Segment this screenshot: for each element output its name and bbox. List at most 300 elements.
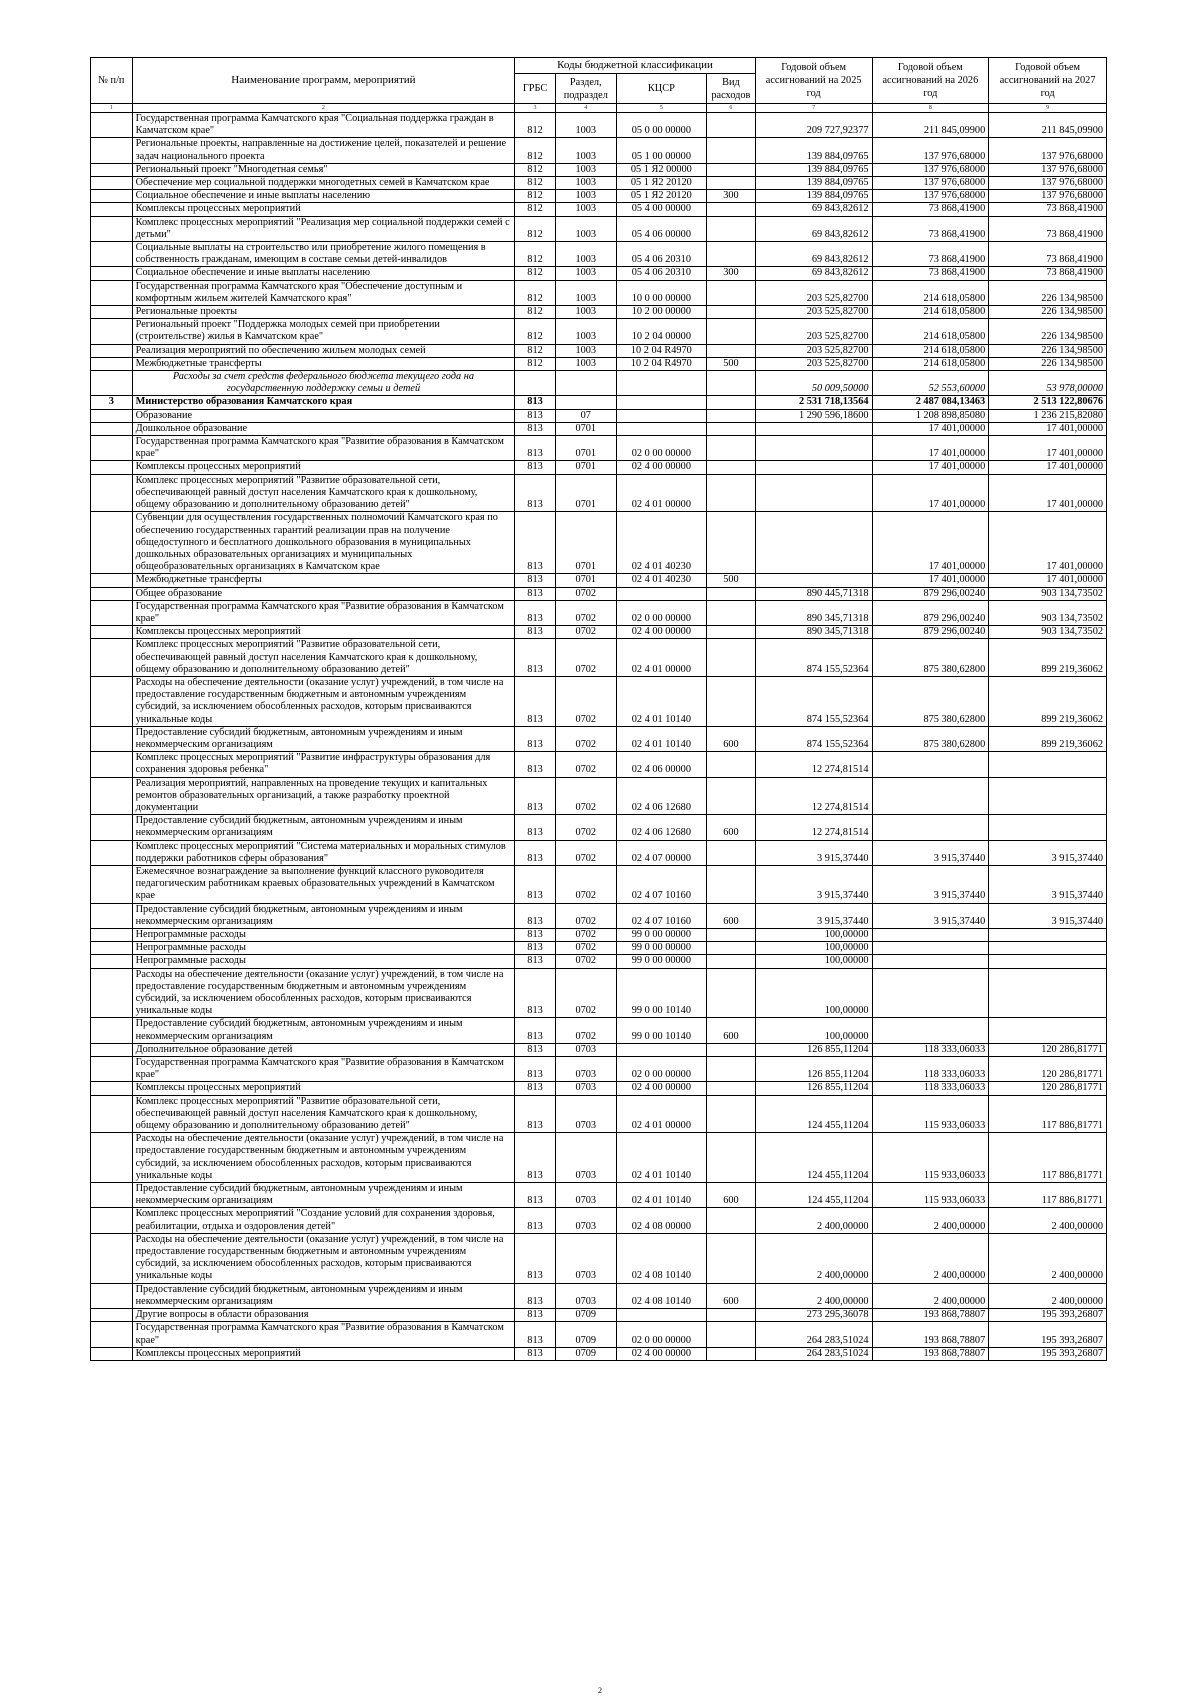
expense-type-code — [707, 929, 756, 942]
grbs-code: 813 — [515, 1233, 556, 1283]
amount-2027: 195 393,26807 — [989, 1347, 1107, 1360]
row-number — [91, 903, 133, 928]
row-number — [91, 1322, 133, 1347]
table-row — [91, 357, 1107, 370]
header-grbs: ГРБС — [515, 74, 556, 104]
amount-2026 — [872, 929, 989, 942]
kcsr-code: 02 0 00 00000 — [616, 436, 706, 461]
section-code: 0702 — [555, 955, 616, 968]
amount-2026: 214 618,05800 — [872, 280, 989, 305]
amount-2025 — [755, 512, 872, 574]
header-year-2027: Годовой объем ассигнований на 2027 год — [989, 58, 1107, 104]
row-number — [91, 1183, 133, 1208]
item-name: Государственная программа Камчатского края "Развитие образования в Камчатском крае" — [132, 436, 515, 461]
amount-2026: 17 401,00000 — [872, 574, 989, 587]
table-row — [91, 1208, 1107, 1233]
expense-type-code: 600 — [707, 726, 756, 751]
amount-2026 — [872, 777, 989, 815]
section-code — [555, 371, 616, 396]
amount-2025: 139 884,09765 — [755, 190, 872, 203]
section-code: 0702 — [555, 600, 616, 625]
amount-2026: 2 487 084,13463 — [872, 396, 989, 409]
row-number — [91, 777, 133, 815]
amount-2025: 100,00000 — [755, 929, 872, 942]
amount-2026: 137 976,68000 — [872, 138, 989, 163]
header-codes-group: Коды бюджетной классификации — [515, 58, 756, 74]
amount-2027 — [989, 752, 1107, 777]
column-number: 4 — [555, 104, 616, 113]
amount-2027: 903 134,73502 — [989, 587, 1107, 600]
column-number: 6 — [707, 104, 756, 113]
table-row — [91, 138, 1107, 163]
amount-2025: 139 884,09765 — [755, 177, 872, 190]
amount-2027: 117 886,81771 — [989, 1095, 1107, 1133]
budget-table — [90, 57, 1107, 1361]
amount-2025: 273 295,36078 — [755, 1309, 872, 1322]
table-row — [91, 676, 1107, 726]
section-code: 1003 — [555, 306, 616, 319]
column-number: 5 — [616, 104, 706, 113]
amount-2025: 69 843,82612 — [755, 203, 872, 216]
row-number — [91, 190, 133, 203]
amount-2027: 3 915,37440 — [989, 865, 1107, 903]
section-code: 0703 — [555, 1043, 616, 1056]
expense-type-code — [707, 1208, 756, 1233]
item-name: Социальное обеспечение и иные выплаты населению — [132, 267, 515, 280]
kcsr-code: 05 4 06 00000 — [616, 216, 706, 241]
expense-type-code — [707, 626, 756, 639]
amount-2026: 17 401,00000 — [872, 474, 989, 512]
table-row — [91, 955, 1107, 968]
amount-2026: 2 400,00000 — [872, 1283, 989, 1308]
row-number — [91, 138, 133, 163]
kcsr-code: 05 4 06 20310 — [616, 242, 706, 267]
item-name: Расходы на обеспечение деятельности (оказание услуг) учреждений, в том числе на предоставление государственным бюджетным и автономным учреждениям субсидий, за исключением обособленных расходов, которым присваиваются уникальные коды — [132, 1133, 515, 1183]
table-row — [91, 474, 1107, 512]
item-name: Дополнительное образование детей — [132, 1043, 515, 1056]
item-name: Ежемесячное вознаграждение за выполнение функций классного руководителя педагогическим работникам краевых образовательных учреждений в Камчатском крае — [132, 865, 515, 903]
section-code: 0709 — [555, 1347, 616, 1360]
section-code: 0703 — [555, 1133, 616, 1183]
grbs-code: 812 — [515, 344, 556, 357]
expense-type-code: 600 — [707, 1183, 756, 1208]
amount-2025: 2 400,00000 — [755, 1233, 872, 1283]
kcsr-code: 99 0 00 00000 — [616, 942, 706, 955]
grbs-code: 813 — [515, 1208, 556, 1233]
kcsr-code: 99 0 00 10140 — [616, 1018, 706, 1043]
expense-type-code: 600 — [707, 815, 756, 840]
amount-2026: 73 868,41900 — [872, 242, 989, 267]
amount-2027: 195 393,26807 — [989, 1309, 1107, 1322]
row-number — [91, 752, 133, 777]
grbs-code — [515, 371, 556, 396]
amount-2027 — [989, 777, 1107, 815]
amount-2027 — [989, 955, 1107, 968]
kcsr-code: 02 4 01 10140 — [616, 1133, 706, 1183]
amount-2025 — [755, 474, 872, 512]
expense-type-code: 600 — [707, 1018, 756, 1043]
table-row — [91, 1233, 1107, 1283]
amount-2025: 874 155,52364 — [755, 726, 872, 751]
expense-type-code — [707, 1309, 756, 1322]
kcsr-code — [616, 396, 706, 409]
amount-2025: 264 283,51024 — [755, 1347, 872, 1360]
amount-2025: 12 274,81514 — [755, 815, 872, 840]
kcsr-code: 02 4 07 10160 — [616, 903, 706, 928]
section-code: 0702 — [555, 840, 616, 865]
grbs-code: 813 — [515, 726, 556, 751]
amount-2027: 17 401,00000 — [989, 422, 1107, 435]
row-number — [91, 1233, 133, 1283]
amount-2025: 203 525,82700 — [755, 357, 872, 370]
item-name: Предоставление субсидий бюджетным, автономным учреждениям и иным некоммерческим организациям — [132, 1018, 515, 1043]
item-name: Государственная программа Камчатского края "Развитие образования в Камчатском крае" — [132, 1057, 515, 1082]
grbs-code: 813 — [515, 512, 556, 574]
table-row — [91, 1043, 1107, 1056]
grbs-code: 813 — [515, 1133, 556, 1183]
row-number — [91, 267, 133, 280]
item-name: Предоставление субсидий бюджетным, автономным учреждениям и иным некоммерческим организациям — [132, 1183, 515, 1208]
kcsr-code: 02 4 00 00000 — [616, 461, 706, 474]
row-number — [91, 1133, 133, 1183]
section-code: 1003 — [555, 177, 616, 190]
grbs-code: 813 — [515, 600, 556, 625]
table-row — [91, 574, 1107, 587]
kcsr-code: 05 0 00 00000 — [616, 113, 706, 138]
amount-2026: 879 296,00240 — [872, 587, 989, 600]
section-code: 0702 — [555, 942, 616, 955]
grbs-code: 813 — [515, 1018, 556, 1043]
table-row — [91, 1183, 1107, 1208]
amount-2026: 2 400,00000 — [872, 1233, 989, 1283]
section-code: 1003 — [555, 138, 616, 163]
row-number — [91, 461, 133, 474]
section-code: 0702 — [555, 587, 616, 600]
kcsr-code: 02 4 01 00000 — [616, 639, 706, 677]
grbs-code: 813 — [515, 587, 556, 600]
amount-2027: 73 868,41900 — [989, 242, 1107, 267]
grbs-code: 813 — [515, 968, 556, 1018]
row-number — [91, 163, 133, 176]
amount-2026: 875 380,62800 — [872, 726, 989, 751]
amount-2026: 193 868,78807 — [872, 1309, 989, 1322]
kcsr-code: 02 0 00 00000 — [616, 1057, 706, 1082]
expense-type-code — [707, 371, 756, 396]
section-code: 0709 — [555, 1322, 616, 1347]
section-code — [555, 396, 616, 409]
amount-2026: 115 933,06033 — [872, 1133, 989, 1183]
kcsr-code: 10 2 04 R4970 — [616, 344, 706, 357]
amount-2025: 890 445,71318 — [755, 587, 872, 600]
table-row — [91, 371, 1107, 396]
grbs-code: 813 — [515, 1347, 556, 1360]
page-number: 2 — [598, 1686, 602, 1695]
amount-2027: 17 401,00000 — [989, 574, 1107, 587]
item-name: Комплекс процессных мероприятий "Развитие образовательной сети, обеспечивающей равный доступ населения Камчатского края к дошкольному, общему образованию и дополнительному образованию детей" — [132, 639, 515, 677]
table-row — [91, 1095, 1107, 1133]
amount-2027: 17 401,00000 — [989, 461, 1107, 474]
expense-type-code — [707, 306, 756, 319]
amount-2027: 117 886,81771 — [989, 1183, 1107, 1208]
grbs-code: 813 — [515, 752, 556, 777]
expense-type-code — [707, 942, 756, 955]
amount-2026: 879 296,00240 — [872, 600, 989, 625]
kcsr-code: 05 1 Я2 20120 — [616, 177, 706, 190]
amount-2027: 73 868,41900 — [989, 267, 1107, 280]
amount-2027: 899 219,36062 — [989, 676, 1107, 726]
section-code: 0702 — [555, 639, 616, 677]
amount-2025: 3 915,37440 — [755, 865, 872, 903]
kcsr-code — [616, 371, 706, 396]
row-number — [91, 968, 133, 1018]
table-row — [91, 1322, 1107, 1347]
table-row — [91, 512, 1107, 574]
amount-2026: 2 400,00000 — [872, 1208, 989, 1233]
expense-type-code — [707, 409, 756, 422]
table-row — [91, 344, 1107, 357]
row-number — [91, 280, 133, 305]
grbs-code: 812 — [515, 216, 556, 241]
section-code: 0701 — [555, 474, 616, 512]
amount-2026: 214 618,05800 — [872, 357, 989, 370]
item-name: Межбюджетные трансферты — [132, 357, 515, 370]
column-number: 3 — [515, 104, 556, 113]
expense-type-code — [707, 344, 756, 357]
amount-2026: 137 976,68000 — [872, 177, 989, 190]
amount-2026 — [872, 752, 989, 777]
row-number — [91, 422, 133, 435]
amount-2027: 226 134,98500 — [989, 319, 1107, 344]
amount-2026: 3 915,37440 — [872, 865, 989, 903]
expense-type-code — [707, 216, 756, 241]
amount-2027: 73 868,41900 — [989, 203, 1107, 216]
table-row — [91, 319, 1107, 344]
item-name: Предоставление субсидий бюджетным, автономным учреждениям и иным некоммерческим организациям — [132, 726, 515, 751]
grbs-code: 813 — [515, 574, 556, 587]
amount-2027: 899 219,36062 — [989, 726, 1107, 751]
item-name: Расходы на обеспечение деятельности (оказание услуг) учреждений, в том числе на предоставление государственным бюджетным и автономным учреждениям субсидий, за исключением обособленных расходов, которым присваиваются уникальные коды — [132, 968, 515, 1018]
table-row — [91, 267, 1107, 280]
section-code: 1003 — [555, 280, 616, 305]
column-number: 7 — [755, 104, 872, 113]
section-code: 0701 — [555, 574, 616, 587]
row-number — [91, 474, 133, 512]
row-number — [91, 1082, 133, 1095]
grbs-code: 812 — [515, 306, 556, 319]
amount-2027 — [989, 815, 1107, 840]
kcsr-code — [616, 422, 706, 435]
section-code: 1003 — [555, 357, 616, 370]
grbs-code: 813 — [515, 929, 556, 942]
grbs-code: 812 — [515, 203, 556, 216]
amount-2027: 2 400,00000 — [989, 1283, 1107, 1308]
row-number — [91, 371, 133, 396]
table-row — [91, 409, 1107, 422]
header-vid: Вид расходов — [707, 74, 756, 104]
grbs-code: 813 — [515, 1322, 556, 1347]
table-row — [91, 242, 1107, 267]
amount-2026 — [872, 942, 989, 955]
amount-2027: 17 401,00000 — [989, 512, 1107, 574]
section-code: 0703 — [555, 1095, 616, 1133]
section-code: 1003 — [555, 163, 616, 176]
column-number: 8 — [872, 104, 989, 113]
amount-2027: 195 393,26807 — [989, 1322, 1107, 1347]
grbs-code: 813 — [515, 840, 556, 865]
grbs-code: 813 — [515, 461, 556, 474]
section-code: 1003 — [555, 113, 616, 138]
amount-2026: 118 333,06033 — [872, 1043, 989, 1056]
item-name: Образование — [132, 409, 515, 422]
item-name: Межбюджетные трансферты — [132, 574, 515, 587]
amount-2027: 211 845,09900 — [989, 113, 1107, 138]
column-number: 9 — [989, 104, 1107, 113]
kcsr-code: 02 4 06 12680 — [616, 815, 706, 840]
expense-type-code — [707, 955, 756, 968]
expense-type-code — [707, 177, 756, 190]
expense-type-code — [707, 280, 756, 305]
kcsr-code: 10 0 00 00000 — [616, 280, 706, 305]
kcsr-code: 05 4 06 20310 — [616, 267, 706, 280]
kcsr-code — [616, 409, 706, 422]
expense-type-code: 300 — [707, 190, 756, 203]
expense-type-code — [707, 1043, 756, 1056]
amount-2026: 17 401,00000 — [872, 436, 989, 461]
expense-type-code — [707, 422, 756, 435]
table-row — [91, 1347, 1107, 1360]
row-number — [91, 626, 133, 639]
row-number — [91, 587, 133, 600]
grbs-code: 813 — [515, 1095, 556, 1133]
amount-2027: 137 976,68000 — [989, 177, 1107, 190]
kcsr-code: 10 2 04 00000 — [616, 319, 706, 344]
amount-2027: 120 286,81771 — [989, 1057, 1107, 1082]
grbs-code: 813 — [515, 422, 556, 435]
amount-2026: 193 868,78807 — [872, 1322, 989, 1347]
amount-2027: 226 134,98500 — [989, 306, 1107, 319]
table-row — [91, 929, 1107, 942]
kcsr-code: 02 4 00 00000 — [616, 626, 706, 639]
item-name: Комплексы процессных мероприятий — [132, 1082, 515, 1095]
row-number — [91, 1095, 133, 1133]
expense-type-code — [707, 840, 756, 865]
kcsr-code: 99 0 00 00000 — [616, 955, 706, 968]
section-code: 0703 — [555, 1283, 616, 1308]
item-name: Государственная программа Камчатского края "Социальная поддержка граждан в Камчатском крае" — [132, 113, 515, 138]
amount-2026 — [872, 1018, 989, 1043]
grbs-code: 813 — [515, 1057, 556, 1082]
amount-2025: 69 843,82612 — [755, 242, 872, 267]
amount-2025: 264 283,51024 — [755, 1322, 872, 1347]
amount-2026: 214 618,05800 — [872, 306, 989, 319]
row-number — [91, 113, 133, 138]
amount-2026: 17 401,00000 — [872, 422, 989, 435]
kcsr-code: 02 4 01 00000 — [616, 474, 706, 512]
table-row — [91, 461, 1107, 474]
amount-2026: 52 553,60000 — [872, 371, 989, 396]
amount-2025: 3 915,37440 — [755, 903, 872, 928]
grbs-code: 812 — [515, 357, 556, 370]
kcsr-code: 02 4 00 00000 — [616, 1082, 706, 1095]
expense-type-code: 600 — [707, 1283, 756, 1308]
expense-type-code — [707, 396, 756, 409]
table-row — [91, 726, 1107, 751]
expense-type-code — [707, 1233, 756, 1283]
amount-2025: 126 855,11204 — [755, 1043, 872, 1056]
grbs-code: 813 — [515, 1183, 556, 1208]
header-year-2026: Годовой объем ассигнований на 2026 год — [872, 58, 989, 104]
expense-type-code — [707, 474, 756, 512]
grbs-code: 812 — [515, 138, 556, 163]
item-name: Непрограммные расходы — [132, 955, 515, 968]
kcsr-code: 02 0 00 00000 — [616, 1322, 706, 1347]
header-num: № п/п — [91, 58, 133, 104]
section-code: 0702 — [555, 1018, 616, 1043]
amount-2025: 1 290 596,18600 — [755, 409, 872, 422]
amount-2027: 899 219,36062 — [989, 639, 1107, 677]
amount-2027: 226 134,98500 — [989, 357, 1107, 370]
table-row — [91, 280, 1107, 305]
item-name: Предоставление субсидий бюджетным, автономным учреждениям и иным некоммерческим организациям — [132, 1283, 515, 1308]
table-row — [91, 396, 1107, 409]
expense-type-code — [707, 752, 756, 777]
row-number — [91, 865, 133, 903]
item-name: Государственная программа Камчатского края "Развитие образования в Камчатском крае" — [132, 1322, 515, 1347]
amount-2027: 226 134,98500 — [989, 280, 1107, 305]
kcsr-code — [616, 1043, 706, 1056]
row-number — [91, 1018, 133, 1043]
header-year-2025: Годовой объем ассигнований на 2025 год — [755, 58, 872, 104]
section-code: 0702 — [555, 676, 616, 726]
amount-2025: 12 274,81514 — [755, 752, 872, 777]
kcsr-code: 02 4 08 10140 — [616, 1233, 706, 1283]
row-number — [91, 1347, 133, 1360]
kcsr-code: 02 4 01 10140 — [616, 676, 706, 726]
row-number: 3 — [91, 396, 133, 409]
amount-2025: 12 274,81514 — [755, 777, 872, 815]
expense-type-code — [707, 600, 756, 625]
table-row — [91, 626, 1107, 639]
table-row — [91, 422, 1107, 435]
row-number — [91, 1283, 133, 1308]
item-name: Комплексы процессных мероприятий — [132, 1347, 515, 1360]
amount-2026: 118 333,06033 — [872, 1057, 989, 1082]
section-code: 0701 — [555, 461, 616, 474]
row-number — [91, 512, 133, 574]
row-number — [91, 1309, 133, 1322]
amount-2026: 1 208 898,85080 — [872, 409, 989, 422]
amount-2026 — [872, 815, 989, 840]
table-row — [91, 113, 1107, 138]
row-number — [91, 409, 133, 422]
row-number — [91, 344, 133, 357]
amount-2025: 126 855,11204 — [755, 1082, 872, 1095]
amount-2026: 137 976,68000 — [872, 163, 989, 176]
expense-type-code — [707, 242, 756, 267]
amount-2027: 120 286,81771 — [989, 1082, 1107, 1095]
grbs-code: 812 — [515, 113, 556, 138]
amount-2025: 874 155,52364 — [755, 676, 872, 726]
row-number — [91, 840, 133, 865]
kcsr-code — [616, 1309, 706, 1322]
row-number — [91, 726, 133, 751]
expense-type-code — [707, 1347, 756, 1360]
expense-type-code — [707, 461, 756, 474]
table-row — [91, 306, 1107, 319]
expense-type-code — [707, 639, 756, 677]
amount-2026: 193 868,78807 — [872, 1347, 989, 1360]
row-number — [91, 955, 133, 968]
